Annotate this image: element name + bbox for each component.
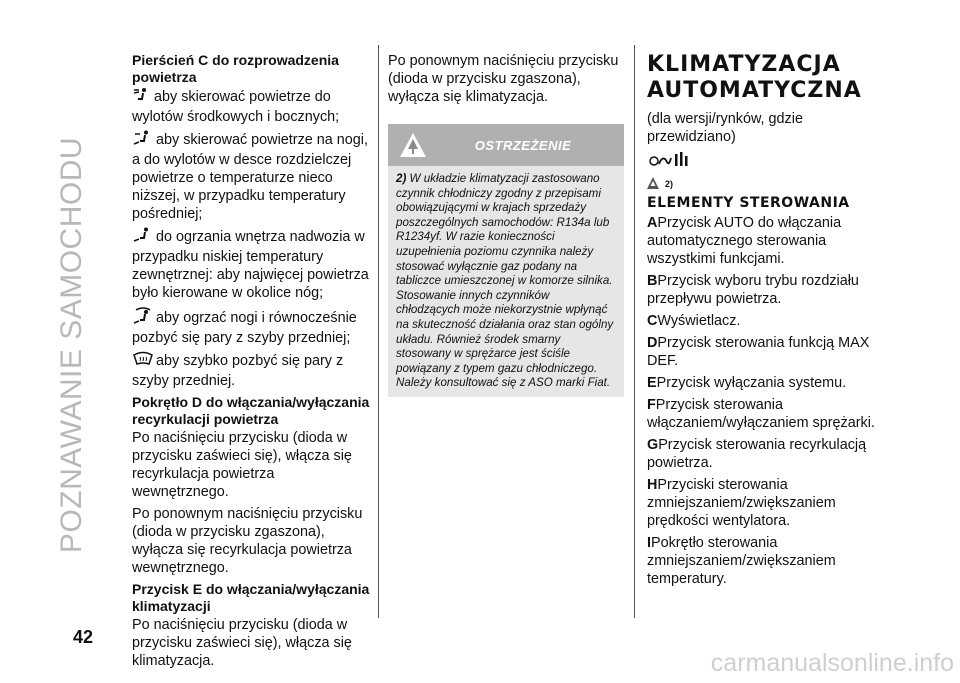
- section-heading-button-e: Przycisk E do włączania/wyłączania klimatyzacji: [132, 581, 370, 614]
- section-heading-knob-d: Pokrętło D do włączania/wyłączania recyrkulacji powietrza: [132, 394, 370, 427]
- feet-defrost-icon: [132, 306, 154, 329]
- control-key: B: [647, 273, 658, 289]
- feet-vent-icon: [132, 227, 154, 248]
- warning-body: W układzie klimatyzacji zastosowano czynnik chłodniczy zgodny z przepisami obowiązującymi w krajach sprzedaży poszczególnych samochodów: R134a lub R1234yf. W razie konieczności uzupełnienia poziomu czynnika należy stosować wyłącznie gaz podany na tabliczce umieszczonej w komorze silnika. Stosowanie innych czynników chłodzących może niekorzystnie wpłynąć na skuteczność działania oraz stan ogólny układu. Również środek smarny stosowany w sprężarce jest ściśle powiązany z typem gazu chłodniczego. Należy konsultować się z ASO marki Fiat.: [396, 172, 614, 390]
- section-title-controls: ELEMENTY STEROWANIA: [647, 195, 850, 211]
- column-left: [132, 52, 372, 674]
- control-text: Przycisk sterowania funkcją MAX DEF.: [647, 335, 870, 369]
- sidebar-chapter-title: POZNAWANIE SAMOCHODU: [55, 136, 88, 554]
- control-key: C: [647, 313, 658, 329]
- warning-box: [388, 124, 624, 397]
- control-text: Przycisk sterowania włączaniem/wyłączaniem sprężarki.: [647, 397, 875, 431]
- windshield-defrost-icon: [132, 351, 154, 372]
- page-number: 42: [73, 627, 94, 647]
- distribution-option: [132, 87, 372, 126]
- warning-label: OSTRZEŻENIE: [474, 138, 572, 153]
- control-key: I: [647, 535, 651, 551]
- control-item: [647, 272, 887, 308]
- section-heading-ring-c: Pierścień C do rozprowadzenia powietrza: [132, 52, 339, 85]
- paragraph: Po ponownym naciśnięciu przycisku (dioda w przycisku zgaszona), wyłącza się recyrkulacja powietrza wewnętrznego.: [132, 506, 363, 576]
- warning-text: [388, 166, 624, 391]
- control-text: Przycisk wyboru trybu rozdziału przepływu powietrza.: [647, 273, 859, 307]
- distribution-text: aby szybko pozbyć się pary z szyby przedniej.: [132, 353, 344, 389]
- footer-watermark-url: carmanualsonline.info: [710, 649, 954, 677]
- intro-text: (dla wersji/rynków, gdzie przewidziano): [647, 111, 803, 145]
- page-title-line1: KLIMATYZACJA: [647, 52, 841, 77]
- column-divider: [634, 45, 635, 618]
- distribution-text: do ogrzania wnętrza nadwozia w przypadku niskiej temperatury zewnętrznej: aby najwięcej powietrza było kierowane w okolice nóg;: [132, 229, 369, 301]
- control-text: Przyciski sterowania zmniejszaniem/zwiększaniem prędkości wentylatora.: [647, 477, 836, 529]
- control-key: G: [647, 437, 659, 453]
- control-item: [647, 312, 887, 330]
- control-key: F: [647, 397, 656, 413]
- control-item: [647, 396, 887, 432]
- control-text: Przycisk AUTO do włączania automatycznego sterowania wszystkimi funkcjami.: [647, 215, 842, 267]
- ac-fan-icon: [647, 150, 691, 175]
- control-text: Przycisk wyłączania systemu.: [656, 375, 847, 391]
- icons-row: [647, 150, 887, 172]
- control-item: [647, 334, 887, 370]
- note-ref-row: [647, 174, 887, 190]
- warning-header: [388, 124, 624, 166]
- warning-number: 2): [396, 172, 407, 185]
- control-item: [647, 214, 887, 268]
- distribution-text: aby ogrzać nogi i równocześnie pozbyć się pary z szyby przedniej;: [132, 310, 357, 346]
- note-tree-icon: [647, 176, 659, 194]
- control-item: [647, 436, 887, 472]
- control-text: Wyświetlacz.: [657, 313, 741, 329]
- control-text: Przycisk sterowania recyrkulacją powietrza.: [647, 437, 867, 471]
- control-key: A: [647, 215, 658, 231]
- control-item: [647, 534, 887, 588]
- face-vent-icon: [132, 87, 152, 108]
- page-title: [647, 52, 887, 104]
- page-title-line2: AUTOMATYCZNA: [647, 78, 862, 103]
- paragraph: Po ponownym naciśnięciu przycisku (dioda w przycisku zgaszona), wyłącza się klimatyzacja.: [388, 53, 619, 105]
- column-middle: [388, 52, 624, 397]
- paragraph: Po naciśnięciu przycisku (dioda w przycisku zaświeci się), włącza się klimatyzacja.: [132, 617, 352, 669]
- control-item: [647, 374, 887, 392]
- distribution-option: [132, 227, 372, 302]
- control-text: Pokrętło sterowania zmniejszaniem/zwiększaniem temperatury.: [647, 535, 836, 587]
- control-key: D: [647, 335, 658, 351]
- distribution-option: [132, 306, 372, 347]
- face-feet-vent-icon: [132, 130, 154, 151]
- distribution-text: aby skierować powietrze do wylotów środkowych i bocznych;: [132, 89, 340, 125]
- control-key: H: [647, 477, 658, 493]
- control-key: E: [647, 375, 657, 391]
- column-divider: [378, 45, 379, 618]
- distribution-option: [132, 130, 372, 223]
- note-reference: 2): [665, 179, 674, 189]
- paragraph: Po naciśnięciu przycisku (dioda w przycisku zaświeci się), włącza się recyrkulacja powietrza wewnętrznego.: [132, 430, 352, 500]
- column-right: [647, 52, 887, 592]
- distribution-option: [132, 351, 372, 390]
- control-item: [647, 476, 887, 530]
- distribution-text: aby skierować powietrze na nogi, a do wylotów w desce rozdzielczej powietrze o temperaturze nieco niższej, w przypadku temperatury pośredniej;: [132, 132, 368, 222]
